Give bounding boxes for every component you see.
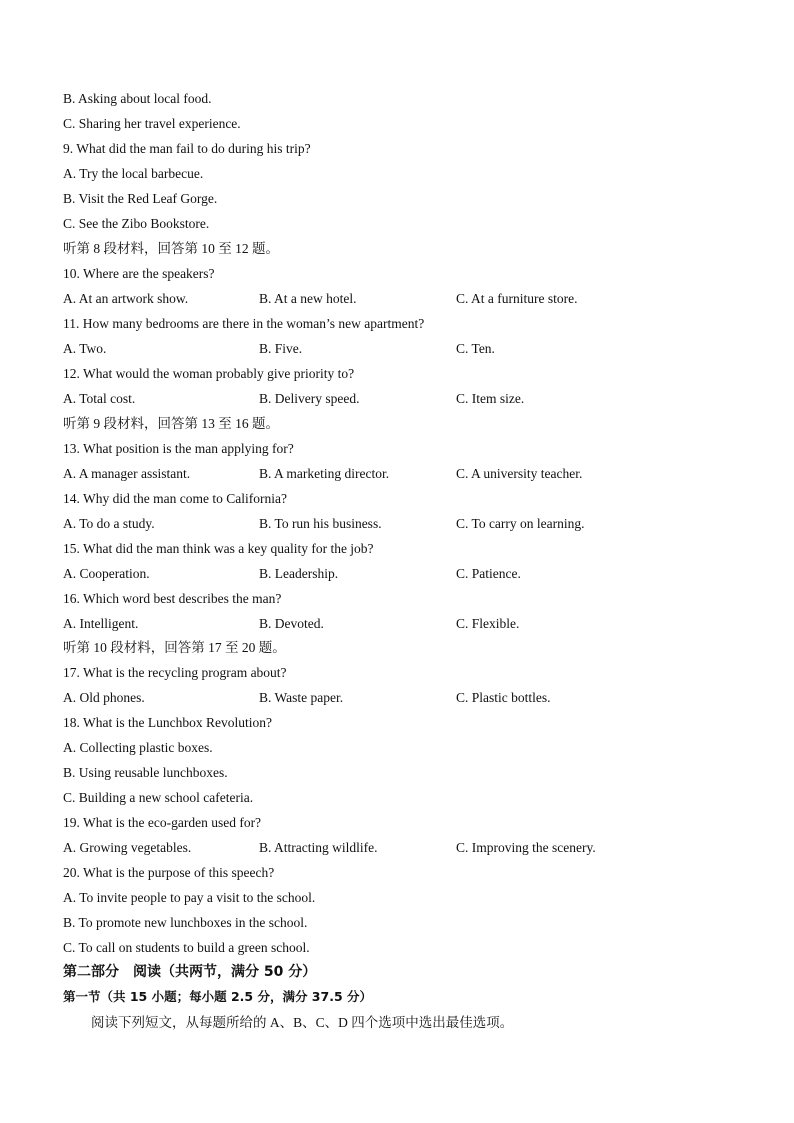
q17-option-a: A. Old phones. [63, 690, 145, 705]
q14-option-a: A. To do a study. [63, 516, 155, 531]
q11-options [63, 339, 763, 359]
q9-option-c: C. See the Zibo Bookstore. [63, 216, 210, 231]
q19-option-b: B. Attracting wildlife. [259, 840, 378, 855]
q20-option-a: A. To invite people to pay a visit to the school. [63, 890, 316, 905]
q19-option-a: A. Growing vegetables. [63, 840, 192, 855]
q15-option-c: C. Patience. [456, 566, 521, 581]
q9-option-b: B. Visit the Red Leaf Gorge. [63, 191, 218, 206]
q16-option-c: C. Flexible. [456, 616, 520, 631]
q17-option-c: C. Plastic bottles. [456, 690, 551, 705]
q13-option-c: C. A university teacher. [456, 466, 583, 481]
q14-options [63, 514, 763, 534]
q19-options [63, 838, 763, 858]
q9-option-a: A. Try the local barbecue. [63, 166, 204, 181]
question-15: 15. What did the man think was a key quality for the job? [63, 541, 374, 556]
q17-options [63, 688, 763, 708]
q13-options [63, 464, 763, 484]
q18-option-b: B. Using reusable lunchboxes. [63, 765, 228, 780]
q16-options [63, 614, 763, 634]
q14-option-b: B. To run his business. [259, 516, 382, 531]
q11-option-b: B. Five. [259, 341, 303, 356]
q10-option-a: A. At an artwork show. [63, 291, 189, 306]
question-20: 20. What is the purpose of this speech? [63, 865, 275, 880]
q18-option-c: C. Building a new school cafeteria. [63, 790, 254, 805]
section-1-heading: 第一节（共 15 小题；每小题 2.5 分，满分 37.5 分） [63, 989, 372, 1004]
question-16: 16. Which word best describes the man? [63, 591, 282, 606]
q14-option-c: C. To carry on learning. [456, 516, 585, 531]
q16-option-b: B. Devoted. [259, 616, 324, 631]
q11-option-a: A. Two. [63, 341, 107, 356]
question-13: 13. What position is the man applying for? [63, 441, 294, 456]
question-18: 18. What is the Lunchbox Revolution? [63, 715, 272, 730]
q20-option-c: C. To call on students to build a green school. [63, 940, 310, 955]
q11-option-c: C. Ten. [456, 341, 495, 356]
q20-option-b: B. To promote new lunchboxes in the school. [63, 915, 308, 930]
q8-option-b: B. Asking about local food. [63, 91, 212, 106]
question-14: 14. Why did the man come to California? [63, 491, 287, 506]
q12-option-a: A. Total cost. [63, 391, 136, 406]
question-9: 9. What did the man fail to do during his trip? [63, 141, 311, 156]
section-8-instruction: 听第 8 段材料，回答第 10 至 12 题。 [63, 241, 279, 256]
section-10-instruction: 听第 10 段材料，回答第 17 至 20 题。 [63, 640, 286, 655]
question-11: 11. How many bedrooms are there in the woman’s new apartment? [63, 316, 425, 331]
q12-option-b: B. Delivery speed. [259, 391, 360, 406]
question-12: 12. What would the woman probably give priority to? [63, 366, 355, 381]
q10-options [63, 289, 763, 309]
q10-option-c: C. At a furniture store. [456, 291, 578, 306]
q19-option-c: C. Improving the scenery. [456, 840, 596, 855]
question-19: 19. What is the eco-garden used for? [63, 815, 262, 830]
q13-option-b: B. A marketing director. [259, 466, 390, 481]
q10-option-b: B. At a new hotel. [259, 291, 357, 306]
q13-option-a: A. A manager assistant. [63, 466, 191, 481]
question-10: 10. Where are the speakers? [63, 266, 215, 281]
q15-option-b: B. Leadership. [259, 566, 339, 581]
q12-options [63, 389, 763, 409]
q15-options [63, 564, 763, 584]
section-9-instruction: 听第 9 段材料，回答第 13 至 16 题。 [63, 416, 279, 431]
q16-option-a: A. Intelligent. [63, 616, 139, 631]
q15-option-a: A. Cooperation. [63, 566, 150, 581]
q12-option-c: C. Item size. [456, 391, 525, 406]
question-17: 17. What is the recycling program about? [63, 665, 287, 680]
reading-instruction: 阅读下列短文，从每题所给的 A、B、C、D 四个选项中选出最佳选项。 [91, 1015, 514, 1030]
q8-option-c: C. Sharing her travel experience. [63, 116, 241, 131]
part-2-heading: 第二部分 阅读（共两节，满分 50 分） [63, 964, 317, 980]
q18-option-a: A. Collecting plastic boxes. [63, 740, 213, 755]
q17-option-b: B. Waste paper. [259, 690, 344, 705]
